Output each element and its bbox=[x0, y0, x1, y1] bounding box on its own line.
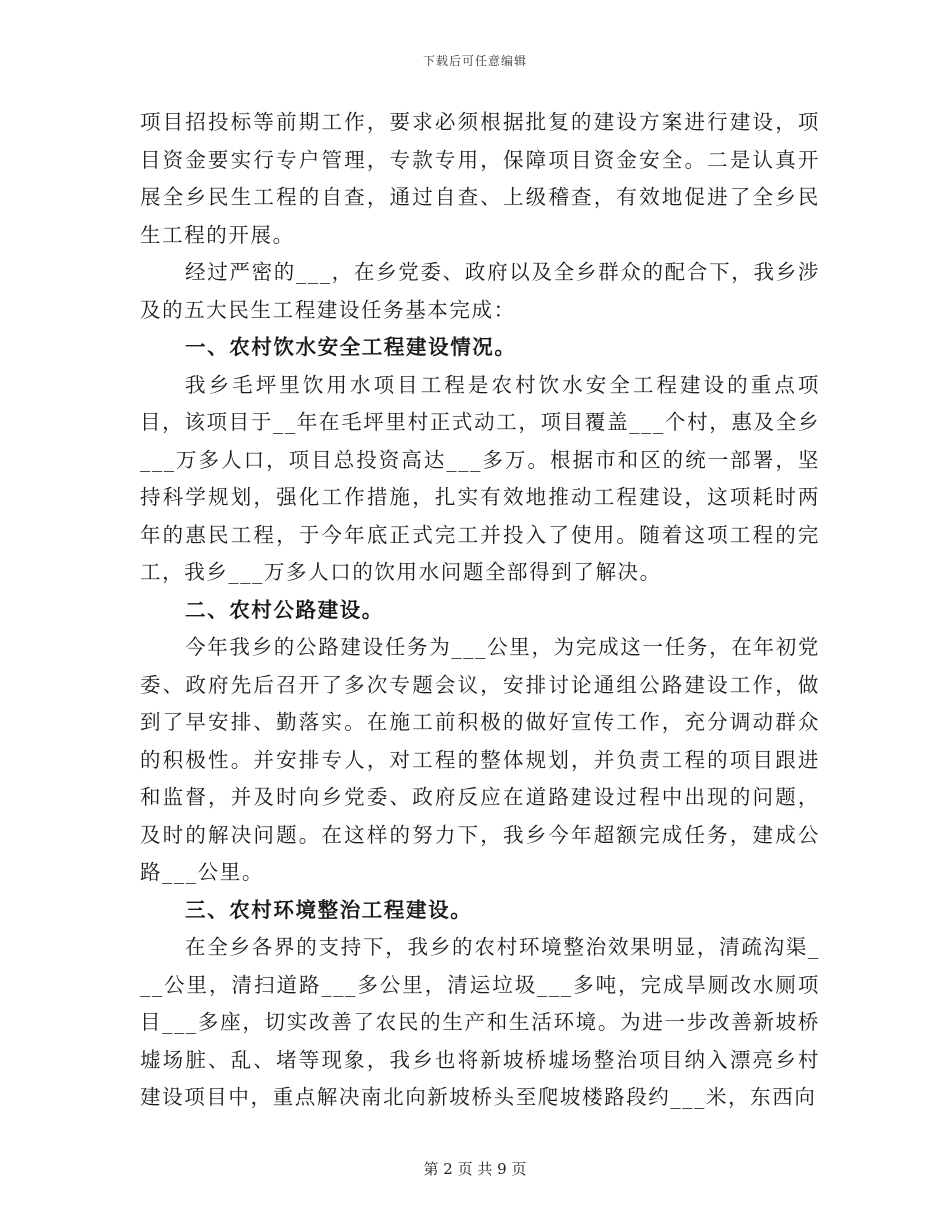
paragraph: 我乡毛坪里饮用水项目工程是农村饮水安全工程建设的重点项目，该项目于__年在毛坪里村正式动工，项目覆盖___个村，惠及全乡___万多人口，项目总投资高达___多万。根据市和区的统一部署，坚持科学规划，强化工作措施，扎实有效地推动工程建设，这项耗时两年的惠民工程，于今年底正式完工并投入了使用。随着这项工程的完工，我乡___万多人口的饮用水问题全部得到了解决。 bbox=[140, 372, 820, 584]
paragraph: 今年我乡的公路建设任务为___公里，为完成这一任务，在年初党委、政府先后召开了多次专题会议，安排讨论通组公路建设工作，做到了早安排、勤落实。在施工前积极的做好宣传工作，充分调动群众的积极性。并安排专人，对工程的整体规划，并负责工程的项目跟进和监督，并及时向乡党委、政府反应在道路建设过程中出现的问题，及时的解决问题。在这样的努力下，我乡今年超额完成任务，建成公路___公里。 bbox=[140, 635, 820, 884]
paragraph: 在全乡各界的支持下，我乡的农村环境整治效果明显，清疏沟渠___公里，清扫道路___多公里，清运垃圾___多吨，完成旱厕改水厕项目___多座，切实改善了农民的生产和生活环境。为进一步改善新坡桥墟场脏、乱、堵等现象，我乡也将新坡桥墟场整治项目纳入漂亮乡村建设项目中，重点解决南北向新坡桥头至爬坡楼路段约___米，东西向 bbox=[140, 935, 820, 1109]
page-number: 第 2 页 共 9 页 bbox=[423, 1160, 527, 1178]
paragraph: 经过严密的___，在乡党委、政府以及全乡群众的配合下，我乡涉及的五大民生工程建设任务基本完成： bbox=[140, 260, 820, 322]
section-heading: 一、农村饮水安全工程建设情况。 bbox=[185, 335, 517, 359]
section-heading: 三、农村环境整治工程建设。 bbox=[185, 897, 473, 922]
paragraph: 项目招投标等前期工作，要求必须根据批复的建设方案进行建设，项目资金要实行专户管理，专款专用，保障项目资金安全。二是认真开展全乡民生工程的自查，通过自查、上级稽查，有效地促进了全乡民生工程的开展。 bbox=[140, 110, 820, 247]
page-header-note: 下载后可任意编辑 bbox=[422, 54, 527, 68]
section-heading: 二、农村公路建设。 bbox=[185, 597, 384, 622]
document-body bbox=[140, 104, 820, 1117]
